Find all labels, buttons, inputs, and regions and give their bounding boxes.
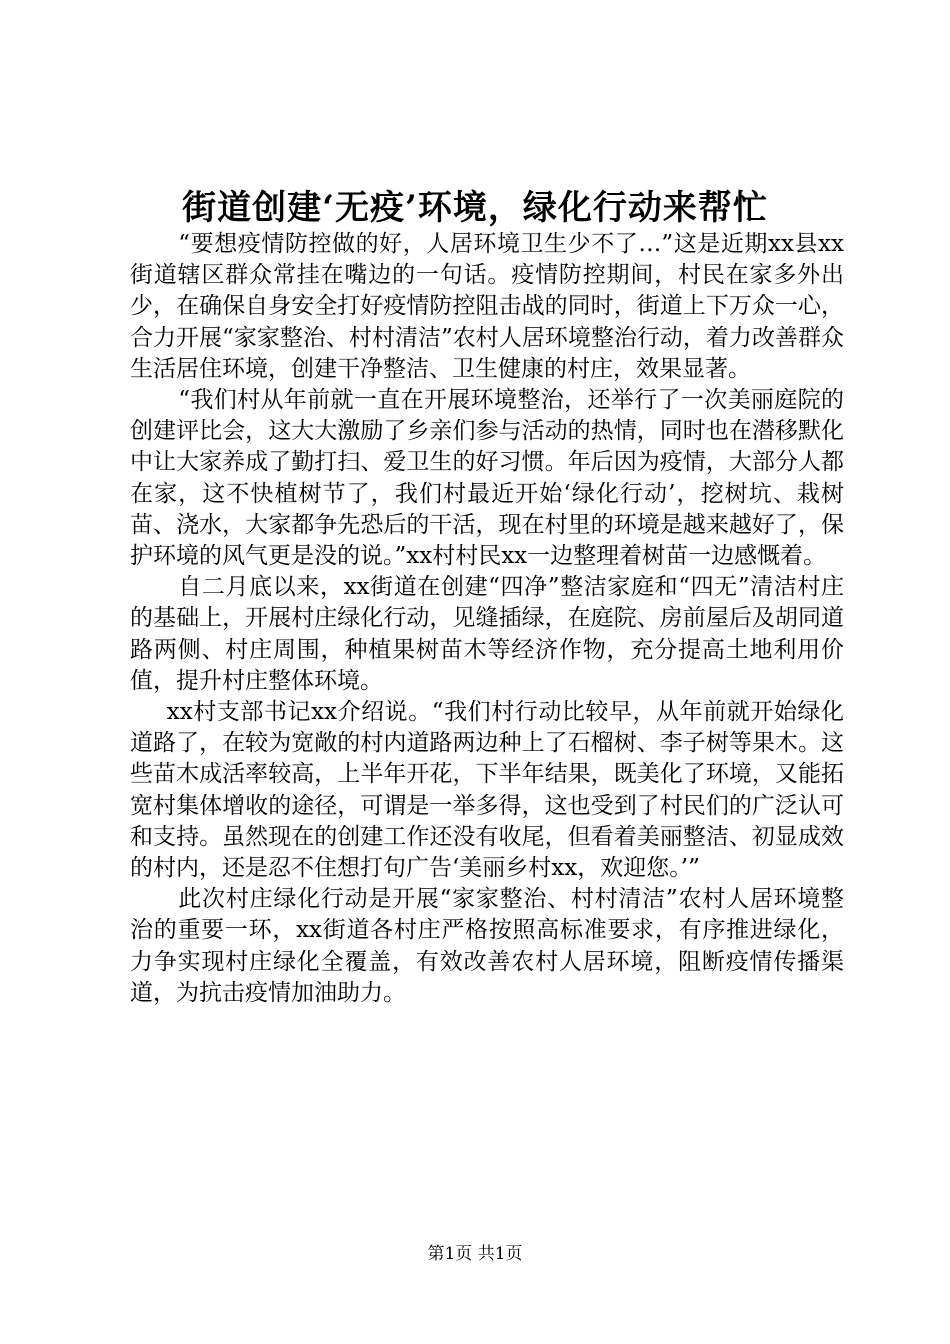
document-title: 街道创建‘无疫’环境，绿化行动来帮忙 xyxy=(182,188,768,228)
document-body xyxy=(130,229,844,1009)
paragraph-2: “我们村从年前就一直在开展环境整治，还举行了一次美丽庭院的创建评比会，这大大激励了乡亲们参与活动的热情，同时也在潜移默化中让大家养成了勤打扫、爱卫生的好习惯。年后因为疫情，大部分人都在家，这不快植树节了，我们村最近开始‘绿化行动’，挖树坑、栽树苗、浇水，大家都争先恐后的干活，现在村里的环境是越来越好了，保护环境的风气更是没的说。”xx村村民xx一边整理着树苗一边感慨着。 xyxy=(130,387,844,570)
page-number-footer: 第1页 共1页 xyxy=(427,1244,523,1264)
paragraph-3: 自二月底以来，xx街道在创建“四净”整洁家庭和“四无”清洁村庄的基础上，开展村庄绿化行动，见缝插绿，在庭院、房前屋后及胡同道路两侧、村庄周围，种植果树苗木等经济作物，充分提高土地利用价值，提升村庄整体环境。 xyxy=(130,574,844,694)
paragraph-1: “要想疫情防控做的好，人居环境卫生少不了…”这是近期xx县xx街道辖区群众常挂在嘴边的一句话。疫情防控期间，村民在家多外出少，在确保自身安全打好疫情防控阻击战的同时，街道上下万众一心，合力开展“家家整治、村村清洁”农村人居环境整治行动，着力改善群众生活居住环境，创建干净整洁、卫生健康的村庄，效果显著。 xyxy=(130,231,844,382)
paragraph-4: xx村支部书记xx介绍说。“我们村行动比较早，从年前就开始绿化道路了，在较为宽敞的村内道路两边种上了石榴树、李子树等果木。这些苗木成活率较高，上半年开花，下半年结果，既美化了环境，又能拓宽村集体增收的途径，可谓是一举多得，这也受到了村民们的广泛认可和支持。虽然现在的创建工作还没有收尾，但看着美丽整洁、初显成效的村内，还是忍不住想打句广告‘美丽乡村xx，欢迎您。’” xyxy=(130,699,844,882)
paragraph-5: 此次村庄绿化行动是开展“家家整治、村村清洁”农村人居环境整治的重要一环，xx街道各村庄严格按照高标准要求，有序推进绿化，力争实现村庄绿化全覆盖，有效改善农村人居环境，阻断疫情传播渠道，为抗击疫情加油助力。 xyxy=(130,886,844,1006)
